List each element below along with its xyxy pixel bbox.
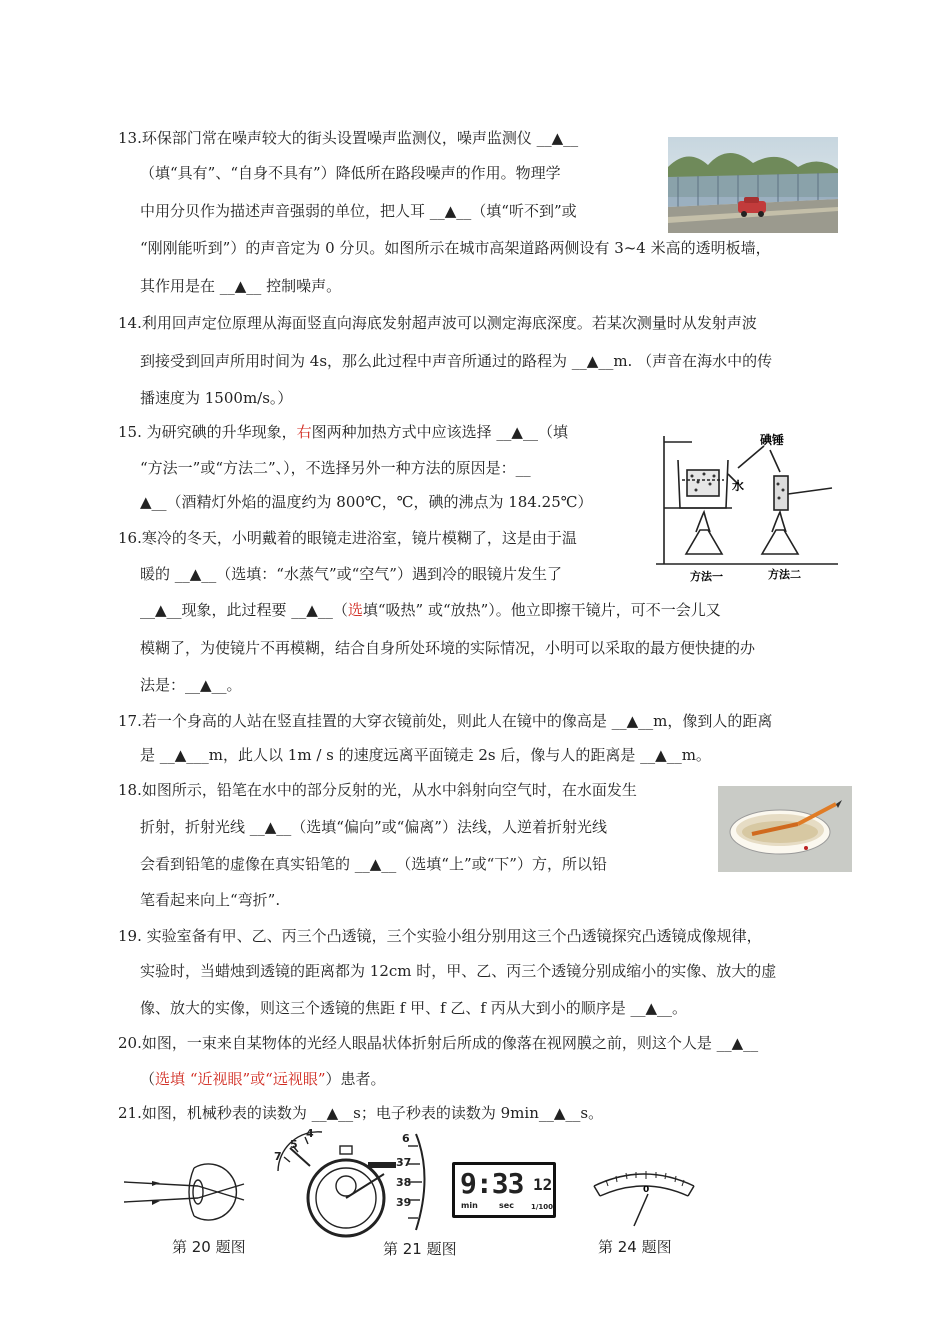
- q16-line5: 法是：__▲__。: [140, 676, 242, 694]
- q18-line2: 折射，折射光线 __▲__（选填“偏向”或“偏离”）法线，人逆着折射光线: [140, 818, 607, 836]
- dial-tick-38: 38: [396, 1176, 412, 1189]
- mechanical-stopwatch: [268, 1126, 448, 1238]
- digital-main-reading: 9:33: [460, 1167, 524, 1200]
- dial-tick-6: 6: [402, 1132, 410, 1145]
- digital-min-label: min: [461, 1201, 478, 1210]
- q15-line3: ▲__（酒精灯外焰的温度约为 800℃，℃，碘的沸点为 184.25℃）: [140, 493, 593, 511]
- digital-stopwatch: [452, 1162, 556, 1218]
- q17-line1: 17.若一个身高的人站在竖直挂置的大穿衣镜前处，则此人在镜中的像高是 __▲__m，像到人的距离: [118, 712, 773, 730]
- dial-tick-7: 7: [274, 1150, 282, 1163]
- iodine-label: 碘锤: [760, 433, 785, 447]
- q18-line1: 18.如图所示，铅笔在水中的部分反射的光，从水中斜射向空气时，在水面发生: [118, 781, 637, 799]
- dial-tick-39: 39: [396, 1196, 412, 1209]
- pencil-in-bowl-photo: [718, 786, 852, 872]
- q13-line2: （填“具有”、“自身不具有”）降低所在路段噪声的作用。物理学: [140, 164, 561, 182]
- q13-line5: 其作用是在 __▲__ 控制噪声。: [140, 277, 342, 295]
- q16-line3: __▲__现象，此过程要 __▲__（选填“吸热” 或“放热”）。他立即擦干镜片，可不一会儿又: [140, 601, 721, 619]
- q19-line3: 像、放大的实像，则这三个透镜的焦距 f 甲、f 乙、f 丙从大到小的顺序是 __▲__。: [140, 999, 688, 1017]
- meter-dial: [588, 1160, 700, 1230]
- q13-line3: 中用分贝作为描述声音强弱的单位，把人耳 __▲__（填“听不到”或: [140, 202, 577, 220]
- q15-line1: 15. 为研究碘的升华现象，右图两种加热方式中应该选择 __▲__（填: [118, 423, 568, 441]
- caption-fig21: 第 21 题图: [383, 1240, 457, 1258]
- q13-line4: “刚刚能听到”）的声音定为 0 分贝。如图所示在城市高架道路两侧设有 3~4 米高的透明板墙，: [140, 239, 771, 257]
- q21-line1: 21.如图，机械秒表的读数为 __▲__s；电子秒表的读数为 9min__▲__s。: [118, 1104, 604, 1122]
- q13-line1: 13.环保部门常在噪声较大的街头设置噪声监测仪，噪声监测仪 __▲__: [118, 129, 579, 147]
- highway-noise-barrier-photo: [668, 137, 838, 233]
- q14-line3: 播速度为 1500m/s。）: [140, 389, 293, 407]
- method2-label: 方法二: [768, 568, 801, 581]
- water-label: 水: [732, 479, 745, 493]
- q18-line3: 会看到铅笔的虚像在真实铅笔的 __▲__（选填“上”或“下”）方，所以铅: [140, 855, 607, 873]
- eye-diagram: [124, 1160, 254, 1224]
- dial-tick-4: 4: [306, 1127, 314, 1140]
- q19-line2: 实验时，当蜡烛到透镜的距离都为 12cm 时，甲、乙、丙三个透镜分别成缩小的实像、放大的虚: [140, 962, 777, 980]
- q20-line2: （选填 “近视眼”或“远视眼”）患者。: [140, 1070, 386, 1088]
- q16-line2: 暖的 __▲__（选填：“水蒸气”或“空气”）遇到冷的眼镜片发生了: [140, 565, 562, 583]
- digital-frac-label: 1/100: [531, 1203, 554, 1211]
- q16-line4: 模糊了，为使镜片不再模糊，结合自身所处环境的实际情况，小明可以采取的最方便快捷的办: [140, 639, 756, 657]
- q16-line1: 16.寒冷的冬天，小明戴着的眼镜走进浴室，镜片模糊了，这是由于温: [118, 529, 577, 547]
- digital-small-reading: 12: [533, 1175, 553, 1194]
- q14-line2: 到接受到回声所用时间为 4s，那么此过程中声音所通过的路程为 __▲__m. （声音在海水中的传: [140, 352, 773, 370]
- q18-line4: 笔看起来向上“弯折”.: [140, 891, 281, 909]
- digital-sec-label: sec: [499, 1201, 514, 1210]
- q19-line1: 19. 实验室备有甲、乙、丙三个凸透镜，三个实验小组分别用这三个凸透镜探究凸透镜成像规律，: [118, 927, 762, 945]
- q17-line2: 是 __▲___m，此人以 1m / s 的速度远离平面镜走 2s 后，像与人的距离是 __▲__m。: [140, 746, 711, 764]
- dial-tick-5: 5: [290, 1138, 298, 1151]
- q14-line1: 14.利用回声定位原理从海面竖直向海底发射超声波可以测定海底深度。若某次测量时从发射声波: [118, 314, 757, 332]
- caption-fig20: 第 20 题图: [172, 1238, 246, 1256]
- q20-line1: 20.如图，一束来自某物体的光经人眼晶状体折射后所成的像落在视网膜之前，则这个人是 __▲__: [118, 1034, 759, 1052]
- caption-fig24: 第 24 题图: [598, 1238, 672, 1256]
- q15-line2: “方法一”或“方法二”、），不选择另外一种方法的原因是：__: [140, 459, 531, 477]
- dial-tick-37: 37: [396, 1156, 412, 1169]
- meter-zero-label: 0: [643, 1185, 650, 1195]
- iodine-heating-diagram: [652, 428, 842, 586]
- method1-label: 方法一: [690, 570, 723, 583]
